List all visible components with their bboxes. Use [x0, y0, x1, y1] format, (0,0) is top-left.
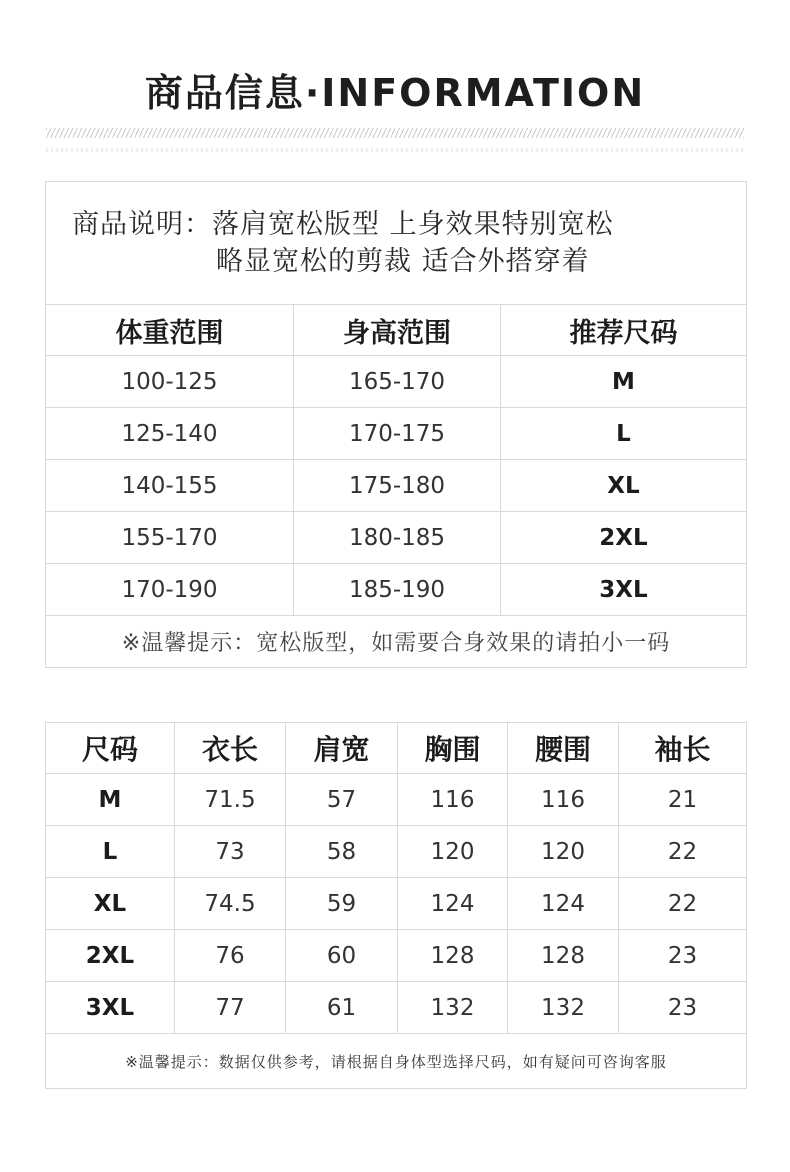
waist-cell: 120: [508, 826, 619, 878]
sleeve-cell: 23: [619, 982, 747, 1034]
table-header-row: [46, 305, 747, 356]
table-row: [46, 460, 747, 512]
recommended-size-cell: 2XL: [501, 512, 747, 564]
height-range-cell: 185-190: [294, 564, 501, 616]
table-row: [46, 408, 747, 460]
size-cell: M: [46, 774, 175, 826]
table-row: [46, 878, 747, 930]
length-cell: 74.5: [175, 878, 286, 930]
decorative-divider-dots: [46, 148, 744, 152]
chest-cell: 116: [398, 774, 508, 826]
waist-cell: 128: [508, 930, 619, 982]
recommended-size-cell: XL: [501, 460, 747, 512]
shoulder-cell: 58: [286, 826, 398, 878]
size-cell: XL: [46, 878, 175, 930]
table-row: [46, 564, 747, 616]
height-range-cell: 165-170: [294, 356, 501, 408]
chest-cell: 120: [398, 826, 508, 878]
header-length: 衣长: [175, 723, 286, 774]
waist-cell: 116: [508, 774, 619, 826]
length-cell: 71.5: [175, 774, 286, 826]
size-recommendation-table: [45, 181, 747, 668]
header-weight-range: 体重范围: [46, 305, 294, 356]
shoulder-cell: 61: [286, 982, 398, 1034]
page-title: 商品信息·INFORMATION: [144, 71, 646, 115]
sleeve-cell: 23: [619, 930, 747, 982]
table-row: [46, 982, 747, 1034]
weight-range-cell: 170-190: [46, 564, 294, 616]
length-cell: 76: [175, 930, 286, 982]
waist-cell: 124: [508, 878, 619, 930]
fit-tip-note: ※温馨提示：宽松版型，如需要合身效果的请拍小一码: [46, 616, 747, 668]
product-description-line-1: 商品说明：落肩宽松版型 上身效果特别宽松: [72, 209, 614, 240]
header-shoulder: 肩宽: [286, 723, 398, 774]
chest-cell: 132: [398, 982, 508, 1034]
length-cell: 77: [175, 982, 286, 1034]
header-sleeve: 袖长: [619, 723, 747, 774]
length-cell: 73: [175, 826, 286, 878]
table-row: [46, 356, 747, 408]
data-reference-note: ※温馨提示：数据仅供参考，请根据自身体型选择尺码，如有疑问可咨询客服: [46, 1034, 747, 1089]
recommended-size-cell: M: [501, 356, 747, 408]
table-row: [46, 512, 747, 564]
sleeve-cell: 22: [619, 878, 747, 930]
shoulder-cell: 59: [286, 878, 398, 930]
weight-range-cell: 125-140: [46, 408, 294, 460]
header-recommended-size: 推荐尺码: [501, 305, 747, 356]
header-height-range: 身高范围: [294, 305, 501, 356]
weight-range-cell: 140-155: [46, 460, 294, 512]
product-description-line-2: 略显宽松的剪裁 适合外搭穿着: [216, 246, 590, 277]
table-row: [46, 826, 747, 878]
table-header-row: [46, 723, 747, 774]
product-description-cell: [46, 182, 747, 305]
height-range-cell: 170-175: [294, 408, 501, 460]
size-cell: L: [46, 826, 175, 878]
shoulder-cell: 57: [286, 774, 398, 826]
sleeve-cell: 22: [619, 826, 747, 878]
recommended-size-cell: 3XL: [501, 564, 747, 616]
table-row: [46, 930, 747, 982]
weight-range-cell: 155-170: [46, 512, 294, 564]
weight-range-cell: 100-125: [46, 356, 294, 408]
shoulder-cell: 60: [286, 930, 398, 982]
decorative-divider: [46, 128, 744, 138]
header-size: 尺码: [46, 723, 175, 774]
waist-cell: 132: [508, 982, 619, 1034]
chest-cell: 128: [398, 930, 508, 982]
height-range-cell: 180-185: [294, 512, 501, 564]
size-cell: 2XL: [46, 930, 175, 982]
height-range-cell: 175-180: [294, 460, 501, 512]
size-cell: 3XL: [46, 982, 175, 1034]
header-waist: 腰围: [508, 723, 619, 774]
header-chest: 胸围: [398, 723, 508, 774]
chest-cell: 124: [398, 878, 508, 930]
table-row: [46, 774, 747, 826]
size-chart-table: [45, 722, 747, 1089]
sleeve-cell: 21: [619, 774, 747, 826]
recommended-size-cell: L: [501, 408, 747, 460]
